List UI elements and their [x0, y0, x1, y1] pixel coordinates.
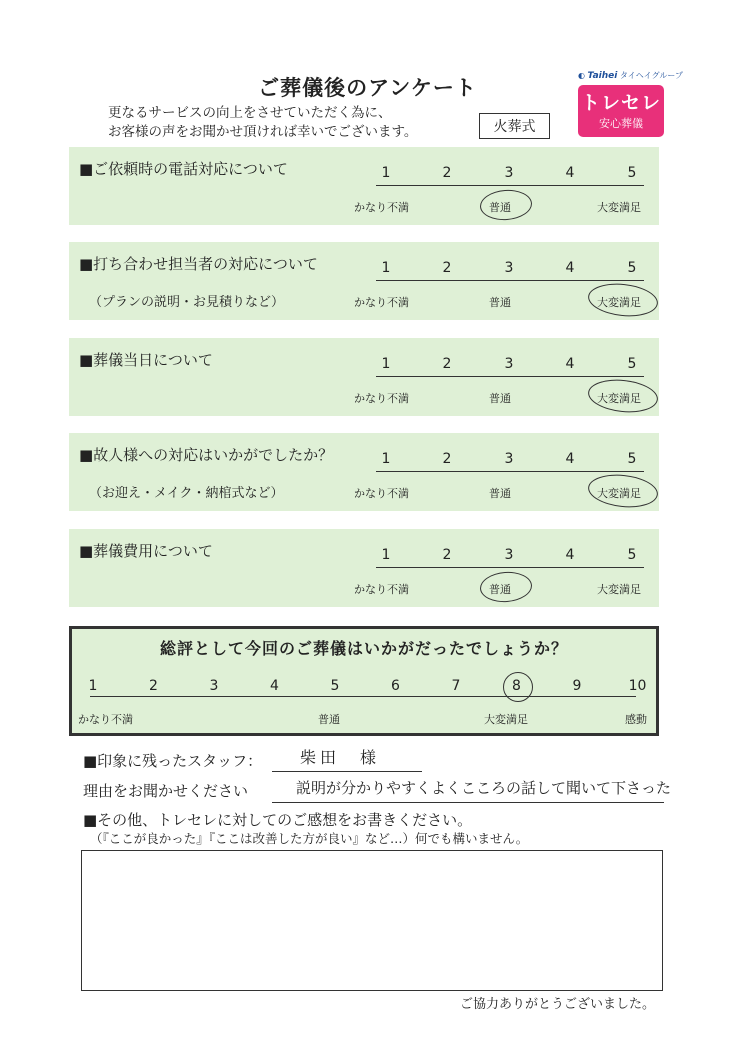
rating-option[interactable]: 3 — [504, 547, 514, 563]
scale-label-low: かなり不満 — [354, 487, 409, 500]
rating-scale — [376, 356, 644, 377]
rating-option[interactable]: 3 — [504, 260, 514, 276]
rating-option[interactable]: 5 — [627, 165, 637, 181]
group-logo — [578, 70, 683, 82]
group-name: タイヘイグループ — [619, 71, 683, 80]
overall-rating-option[interactable]: 4 — [270, 678, 279, 694]
rating-option[interactable]: 2 — [442, 165, 452, 181]
overall-label-top: 感動 — [625, 713, 647, 726]
answer-circle — [479, 570, 533, 604]
intro-line-1: 更なるサービスの向上をさせていただく為に、 — [108, 105, 392, 121]
intro-text — [108, 104, 417, 142]
rating-option[interactable]: 4 — [565, 165, 575, 181]
overall-rating-option[interactable]: 6 — [391, 678, 400, 694]
staff-underline — [272, 771, 422, 772]
brand-logo — [578, 70, 683, 137]
rating-option[interactable]: 4 — [565, 260, 575, 276]
rating-scale — [376, 547, 644, 568]
rating-option[interactable]: 5 — [627, 260, 637, 276]
overall-rating-option[interactable]: 7 — [451, 678, 461, 694]
staff-label: ■印象に残ったスタッフ： — [83, 752, 263, 770]
overall-rating-box — [69, 626, 659, 736]
question-text: ■葬儀当日について — [79, 351, 213, 369]
rating-option[interactable]: 2 — [442, 547, 452, 563]
reason-underline — [272, 802, 664, 803]
rating-option[interactable]: 3 — [504, 356, 514, 372]
group-brand: Taihei — [587, 71, 618, 81]
overall-rating-option[interactable]: 10 — [628, 678, 647, 694]
question-panel — [69, 147, 659, 225]
rating-option[interactable]: 4 — [565, 451, 575, 467]
staff-value[interactable]: 柴田 様 — [300, 748, 381, 767]
scale-label-high: 大変満足 — [597, 487, 641, 500]
question-panel — [69, 242, 659, 320]
scale-label-low: かなり不満 — [354, 392, 409, 405]
logo-name: トレセレ — [580, 92, 661, 114]
group-mark-icon: ◐ — [578, 71, 585, 80]
overall-rating-option[interactable]: 1 — [88, 678, 98, 694]
rating-option[interactable]: 2 — [442, 260, 452, 276]
rating-option[interactable]: 5 — [627, 356, 637, 372]
overall-label-mid: 普通 — [318, 713, 340, 726]
question-panel — [69, 529, 659, 607]
question-text: ■故人様への対応はいかがでしたか？ — [79, 446, 334, 464]
thanks-text: ご協力ありがとうございました。 — [460, 997, 656, 1012]
answer-circle — [587, 280, 660, 319]
other-label: ■その他、トレセレに対してのご感想をお書きください。 — [83, 811, 473, 829]
answer-circle — [587, 376, 660, 415]
rating-option[interactable]: 1 — [381, 547, 391, 563]
logo-sub: 安心葬儀 — [599, 117, 643, 130]
rating-option[interactable]: 2 — [442, 356, 452, 372]
overall-answer-circle — [503, 672, 533, 702]
funeral-type-box: 火葬式 — [479, 113, 550, 139]
overall-scale — [88, 678, 647, 697]
overall-rating-option[interactable]: 3 — [209, 678, 219, 694]
rating-scale — [376, 260, 644, 281]
intro-line-2: お客様の声をお聞かせ頂ければ幸いでございます。 — [108, 124, 418, 140]
overall-label-high: 大変満足 — [484, 713, 528, 726]
scale-label-high: 大変満足 — [597, 201, 641, 214]
scale-label-low: かなり不満 — [354, 583, 409, 596]
rating-option[interactable]: 5 — [627, 451, 637, 467]
comment-box[interactable] — [81, 850, 663, 991]
scale-label-low: かなり不満 — [354, 201, 409, 214]
answer-circle — [479, 188, 533, 222]
rating-option[interactable]: 3 — [504, 451, 514, 467]
question-subtext: （お迎え・メイク・納棺式など） — [89, 486, 284, 501]
scale-label-mid: 普通 — [489, 583, 511, 596]
rating-option[interactable]: 1 — [381, 260, 391, 276]
rating-option[interactable]: 4 — [565, 547, 575, 563]
overall-rating-option[interactable]: 8 — [512, 678, 521, 694]
logo-badge — [578, 85, 664, 137]
scale-label-mid: 普通 — [489, 392, 511, 405]
scale-label-mid: 普通 — [489, 487, 511, 500]
rating-scale — [376, 451, 644, 472]
overall-rating-option[interactable]: 2 — [149, 678, 158, 694]
overall-rating-option[interactable]: 5 — [330, 678, 340, 694]
overall-rating-option[interactable]: 9 — [572, 678, 582, 694]
rating-option[interactable]: 1 — [381, 356, 391, 372]
answer-circle — [587, 471, 660, 510]
rating-option[interactable]: 2 — [442, 451, 452, 467]
rating-option[interactable]: 1 — [381, 165, 391, 181]
overall-label-low: かなり不満 — [78, 713, 133, 726]
rating-option[interactable]: 3 — [504, 165, 514, 181]
other-sub: （『ここが良かった』『ここは改善した方が良い』など…）何でも構いません。 — [90, 831, 529, 846]
rating-option[interactable]: 4 — [565, 356, 575, 372]
rating-option[interactable]: 5 — [627, 547, 637, 563]
question-panel — [69, 338, 659, 416]
rating-option[interactable]: 1 — [381, 451, 391, 467]
question-text: ■葬儀費用について — [79, 542, 213, 560]
overall-question: 総評として今回のご葬儀はいかがだったでしょうか？ — [159, 639, 568, 658]
question-subtext: （プランの説明・お見積りなど） — [89, 295, 285, 310]
scale-label-mid: 普通 — [489, 201, 511, 214]
question-text: ■ご依頼時の電話対応について — [79, 160, 288, 178]
page-title: ご葬儀後のアンケート — [258, 76, 477, 100]
scale-label-high: 大変満足 — [597, 583, 641, 596]
scale-label-high: 大変満足 — [597, 392, 641, 405]
scale-label-low: かなり不満 — [354, 296, 409, 309]
question-panel — [69, 433, 659, 511]
reason-value[interactable]: 説明が分かりやすくよくこころの話して聞いて下さった — [296, 779, 672, 797]
scale-label-mid: 普通 — [489, 296, 511, 309]
question-text: ■打ち合わせ担当者の対応について — [79, 255, 318, 273]
reason-label: 理由をお聞かせください — [83, 782, 249, 800]
rating-scale — [376, 165, 644, 186]
scale-label-high: 大変満足 — [597, 296, 641, 309]
